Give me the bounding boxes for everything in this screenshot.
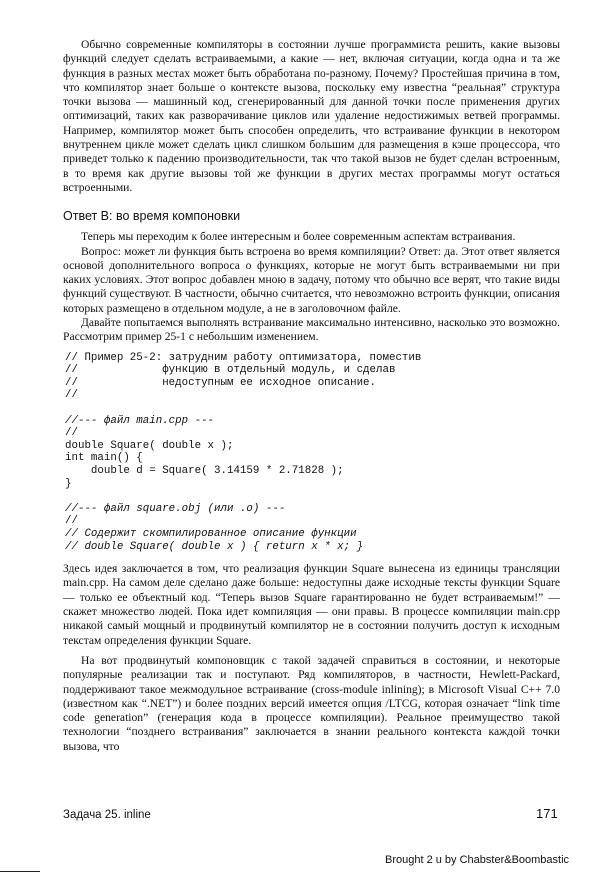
code-line: // Содержит скомпилированное описание функции [65,527,357,540]
code-line: // double Square( double x ) { return x * x; } [65,540,364,553]
code-line: //--- файл square.obj (или .o) --- [65,502,286,515]
code-line: // [65,427,78,440]
page-body [63,38,560,754]
code-line: int main() { [65,452,143,465]
code-line: double d = Square( 3.14159 * 2.71828 ); [65,464,344,477]
code-line: // недоступным ее исходное описание. [65,376,377,389]
credit-line: Brought 2 u by Chabster&Boombastic [385,854,570,866]
chapter-footer: Задача 25. inline [63,809,151,821]
section-heading: Ответ В: во время компоновки [63,209,241,224]
paragraph-1: Обычно современные компиляторы в состоянии лучше программиста решить, какие вызовы функций следует сделать встраиваемыми, а какие — нет, включая ситуации, когда одна и та же функция в разных местах может быть обработана по-разному. Почему? Простейшая причина в том, что компилятор знает больше о контексте вызова, поскольку ему известна “реальная” структура точки вызова — машинный код, сгенерированный для данной точки после применения других оптимизаций, таких как разворачивание циклов или удаление недостижимых ветвей программы. Например, компилятор может быть способен определить, что встраивание функции в некотором внутреннем цикле может сделать цикл слишком большим для размещения в кэше процессора, что приведет только к падению производительности, так что такой вызов не будет сделан встроенным, в то время как другие вызовы той же функции в других местах программы могут остаться встроенными. [63,38,560,194]
bottom-divider [0,871,40,872]
paragraph-5: Здесь идея заключается в том, что реализация функции Square вынесена из единицы трансляции main.cpp. На самом деле сделано даже больше: недоступны даже исходные тексты функции Square — только ее объектный код. “Теперь вызов Square гарантированно не будет встраиваемым!” — скажет множество людей. Пока идет компиляция — они правы. В процессе компиляции main.cpp никакой самый мощный и продвинутый компилятор не в состоянии получить доступ к исходным текстам определения функции Square. [63,562,560,647]
page-number: 171 [536,806,558,821]
paragraph-4: Давайте попытаемся выполнять встраивание максимально интенсивно, насколько это возможно. Рассмотрим пример 25-1 с небольшим изменением. [63,316,560,344]
code-line: // [65,389,78,402]
paragraph-6: На вот продвинутый компоновщик с такой задачей справиться в состоянии, и некоторые популярные реализации так и поступают. Ряд компиляторов, в частности, Hewlett-Packard, поддерживают такое межмодульное встраивание (cross-module inlining); в Microsoft Visual C++ 7.0 (известном как “.NET”) и более поздних версий имеется опция /LTCG, которая означает “link time code generation” (генерация кода в процессе компиляции). Реальное преимущество такой технологии “позднего встраивания” заключается в знании реального контекста каждой точки вызова, что [63,653,560,753]
code-line: // функцию в отдельный модуль, и сделав [65,364,396,377]
code-line: double Square( double x ); [65,439,234,452]
code-listing [65,352,560,554]
code-line: // Пример 25-2: затрудним работу оптимизатора, поместив [65,351,422,364]
code-line: } [65,477,72,490]
paragraph-2: Теперь мы переходим к более интересным и более современным аспектам встраивания. [81,230,516,244]
paragraph-3: Вопрос: может ли функция быть встроена во время компиляции? Ответ: да. Этот ответ является основой дополнительного вопроса о функциях, которые не могут быть встраиваемыми ни при каких условиях. Этот вопрос добавлен мною в задачу, потому что обычно все верят, что такие виды функций существуют. В частности, обычно считается, что невозможно встроить функции, описания которых размещено в отдельном модуле, а не в заголовочном файле. [63,244,560,315]
code-line: // [65,515,78,528]
code-line: //--- файл main.cpp --- [65,414,215,427]
